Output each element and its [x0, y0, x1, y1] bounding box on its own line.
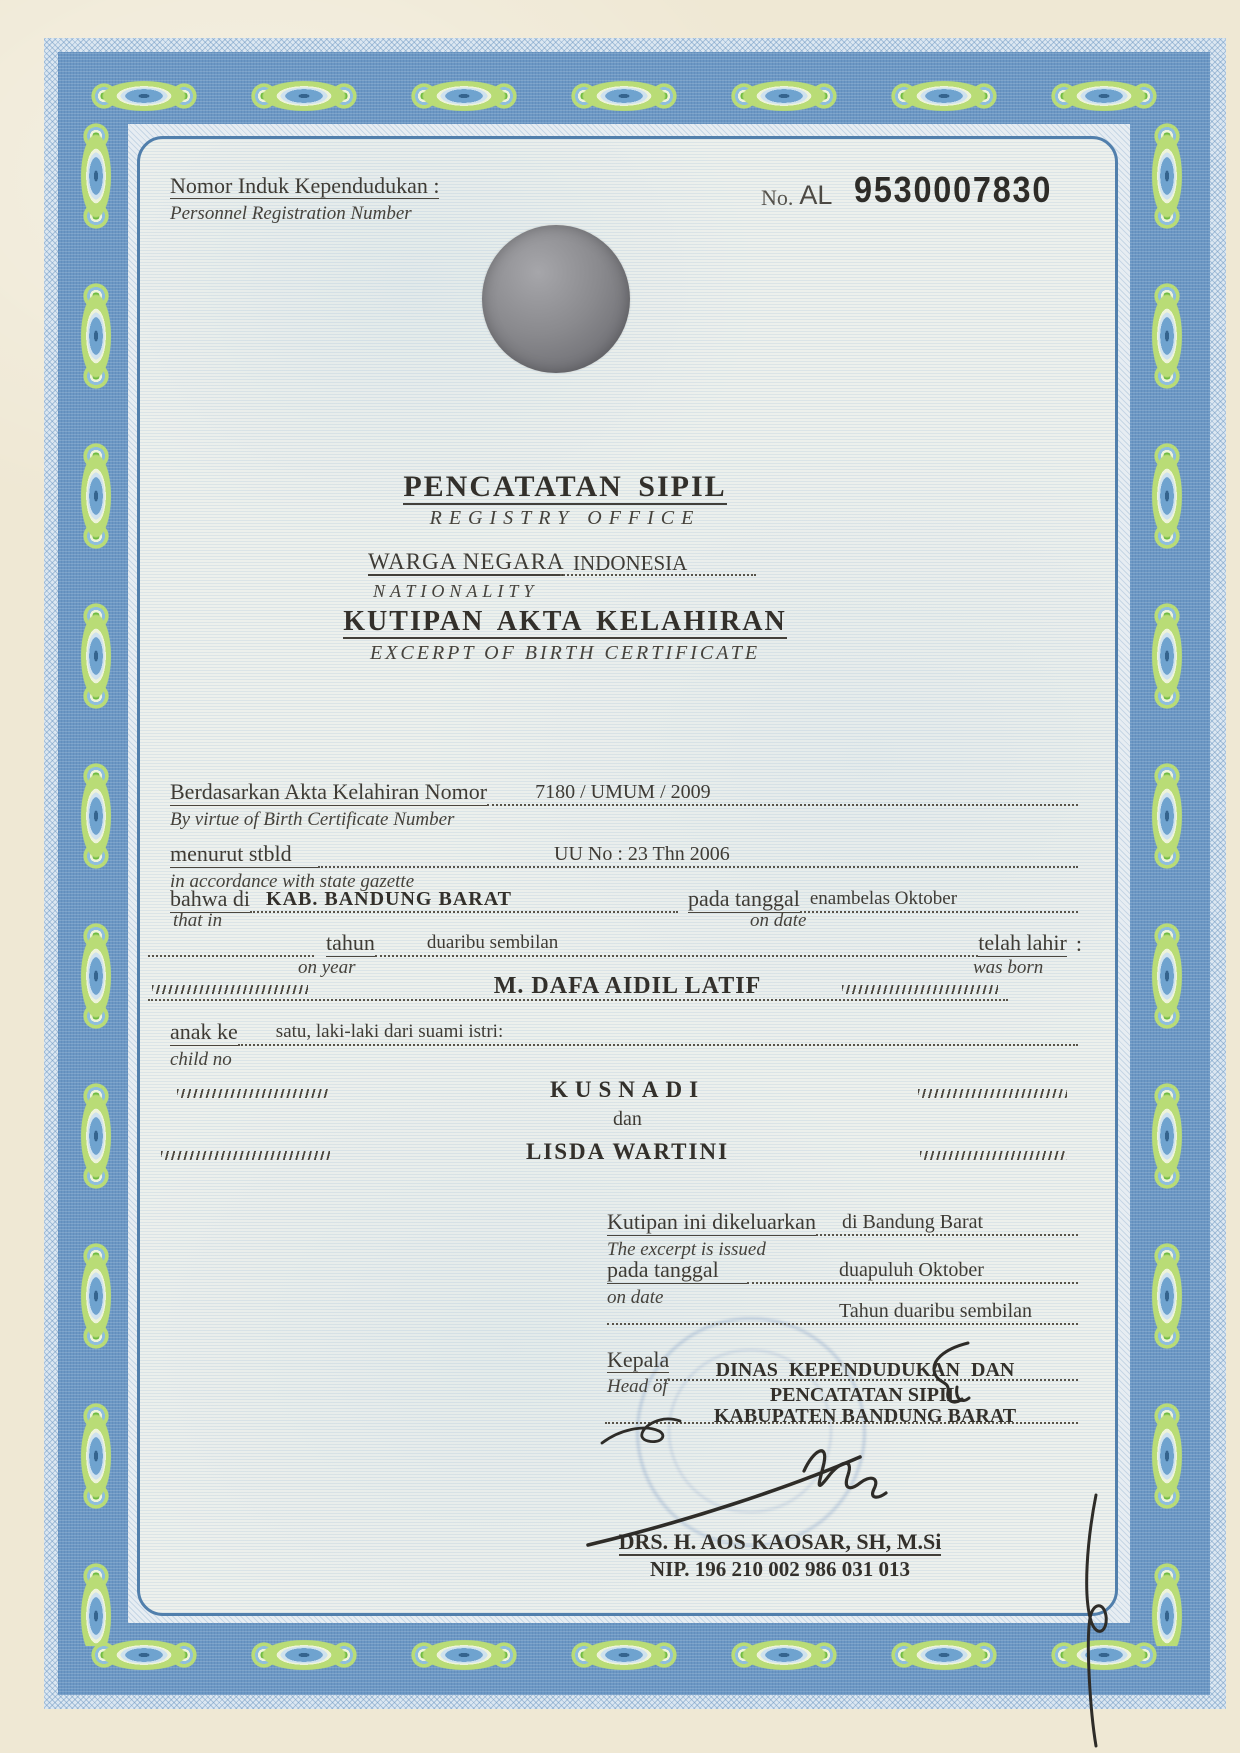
nationality-label-en: NATIONALITY [373, 581, 539, 601]
issued-date-value: duapuluh Oktober [839, 1259, 984, 1281]
head-label-en: Head of [607, 1376, 668, 1397]
year-label: tahun [326, 930, 375, 955]
conjunction-dan: dan [613, 1108, 642, 1130]
guilloche-chain-top [64, 68, 1204, 124]
signatory-name: DRS. H. AOS KAOSAR, SH, M.Si [618, 1529, 942, 1554]
nationality-value: INDONESIA [573, 551, 688, 575]
issued-date-label: pada tanggal [607, 1257, 747, 1284]
guilloche-chain-left [68, 96, 124, 1646]
signature-icon [140, 139, 1115, 1613]
child-name: M. DAFA AIDIL LATIF [493, 973, 762, 999]
guilloche-chain-bottom [64, 1627, 1204, 1683]
nik-label-en: Personnel Registration Number [170, 203, 412, 224]
father-name: KUSNADI [549, 1077, 706, 1102]
office-line-3: KABUPATEN BANDUNG BARAT [713, 1405, 1017, 1427]
doc-title-en: EXCERPT OF BIRTH CERTIFICATE [369, 642, 761, 664]
akta-label-en: By virtue of Birth Certificate Number [170, 809, 455, 830]
stbld-label-en: in accordance with state gazette [170, 871, 415, 892]
mother-name: LISDA WARTINI [525, 1139, 730, 1164]
childno-label: anak ke [170, 1019, 238, 1044]
place-value: KAB. BANDUNG BARAT [266, 888, 513, 910]
number-prefix: No. [761, 185, 794, 210]
issued-label: Kutipan ini dikeluarkan [607, 1209, 816, 1234]
nationality-label: WARGA NEGARA [368, 549, 565, 574]
number-series: AL [799, 180, 833, 210]
head-label: Kepala [607, 1347, 670, 1372]
certificate-body [137, 136, 1118, 1616]
date-label: pada tanggal [688, 886, 800, 911]
nik-label: Nomor Induk Kependudukan : [170, 173, 440, 198]
date-value: enambelas Oktober [809, 888, 958, 909]
place-label: bahwa di [170, 886, 251, 911]
date-label-en: on date [750, 910, 807, 931]
office-line-1: DINAS KEPENDUDUKAN DAN [715, 1359, 1015, 1381]
office-line-2: PENCATATAN SIPIL [769, 1384, 961, 1406]
year-label-en: on year [298, 957, 356, 978]
guilloche-chain-right [1139, 96, 1195, 1646]
registry-title: PENCATATAN SIPIL [403, 470, 727, 503]
issued-place: di Bandung Barat [841, 1211, 984, 1233]
childno-value: satu, laki-laki dari suami istri: [275, 1021, 504, 1042]
signatory-nip: NIP. 196 210 002 986 031 013 [650, 1557, 910, 1581]
registry-title-en: REGISTRY OFFICE [429, 507, 701, 529]
place-label-en: that in [173, 910, 223, 931]
born-colon: : [1075, 931, 1082, 956]
issued-year-line: Tahun duaribu sembilan [839, 1300, 1032, 1322]
issued-date-label-en: on date [607, 1287, 664, 1308]
signature-sweep-stroke [588, 1457, 860, 1545]
childno-label-en: child no [170, 1049, 232, 1070]
born-label: telah lahir [978, 930, 1067, 955]
akta-label: Berdasarkan Akta Kelahiran Nomor [170, 779, 488, 804]
akta-value: 7180 / UMUM / 2009 [535, 781, 711, 803]
year-value: duaribu sembilan [426, 932, 559, 953]
stbld-value: UU No : 23 Thn 2006 [554, 843, 730, 865]
issued-label-en: The excerpt is issued [607, 1239, 766, 1260]
number-value: 9530007830 [854, 169, 1053, 210]
born-label-en: was born [973, 957, 1044, 978]
stbld-label: menurut stbld [170, 841, 318, 868]
doc-title: KUTIPAN AKTA KELAHIRAN [343, 606, 787, 637]
